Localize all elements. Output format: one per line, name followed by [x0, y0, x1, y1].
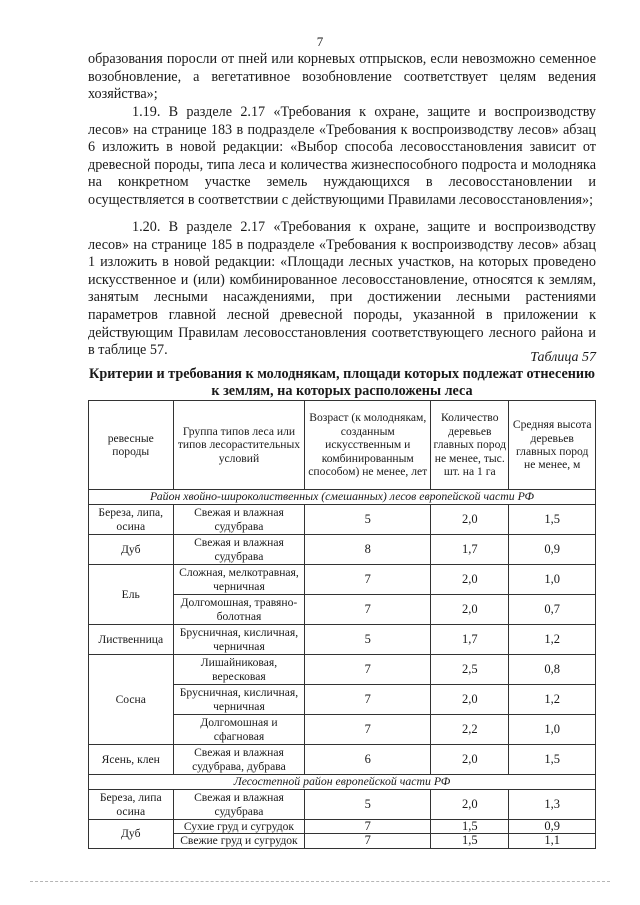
species-cell: Дуб	[89, 535, 174, 565]
criteria-table	[88, 400, 596, 849]
paragraph-text: 1.19. В разделе 2.17 «Требования к охране, защите и воспроизводству лесов» на странице 183 в подразделе «Требования к воспроизводству лесов» абзац 6 изложить в новой редакции: «Выбор способа лесовосстановления зависит от древесной породы, типа леса и количества жизнеспособного подроста и молодняка на конкретном участке земель нуждающихся в лесовосстановлении и осуществляется в соответствии с действующими Правилами лесовосстановления»;	[88, 104, 596, 208]
height-cell: 0,9	[509, 535, 596, 565]
age-cell: 7	[305, 715, 431, 745]
region-label: Район хвойно-широколиственных (смешанных) лесов европейской части РФ	[89, 490, 596, 505]
header-species: ревесные породы	[89, 401, 174, 490]
group-cell: Свежая и влажная судубрава	[173, 535, 305, 565]
age-cell: 5	[305, 505, 431, 535]
count-cell: 2,0	[431, 745, 509, 775]
age-cell: 5	[305, 625, 431, 655]
species-cell: Ясень, клен	[89, 745, 174, 775]
header-height: Средняя высота деревьев главных пород не менее, м	[509, 401, 596, 490]
height-cell: 1,1	[509, 834, 596, 848]
table-row	[89, 565, 596, 595]
count-cell: 2,0	[431, 595, 509, 625]
height-cell: 1,3	[509, 790, 596, 820]
species-cell: Береза, липа, осина	[89, 505, 174, 535]
group-cell: Сложная, мелкотравная, черничная	[173, 565, 305, 595]
group-cell: Свежая и влажная судубрава	[173, 505, 305, 535]
height-cell: 1,0	[509, 565, 596, 595]
height-cell: 0,8	[509, 655, 596, 685]
species-cell: Сосна	[89, 655, 174, 745]
age-cell: 5	[305, 790, 431, 820]
count-cell: 1,7	[431, 625, 509, 655]
region-row	[89, 490, 596, 505]
species-cell: Береза, липа осина	[89, 790, 174, 820]
age-cell: 6	[305, 745, 431, 775]
table-row	[89, 820, 596, 834]
table-row	[89, 505, 596, 535]
header-group: Группа типов леса или типов лесорастительных условий	[173, 401, 305, 490]
region-label: Лесостепной район европейской части РФ	[89, 775, 596, 790]
group-cell: Свежие груд и сугрудок	[173, 834, 305, 848]
paragraph-1-20	[88, 219, 596, 360]
count-cell: 1,7	[431, 535, 509, 565]
species-cell: Ель	[89, 565, 174, 625]
count-cell: 2,0	[431, 685, 509, 715]
table-row	[89, 745, 596, 775]
table-row	[89, 790, 596, 820]
age-cell: 8	[305, 535, 431, 565]
count-cell: 2,0	[431, 790, 509, 820]
footer-divider	[30, 881, 610, 882]
age-cell: 7	[305, 834, 431, 848]
height-cell: 0,9	[509, 820, 596, 834]
page-number: 7	[316, 34, 324, 49]
age-cell: 7	[305, 685, 431, 715]
group-cell: Брусничная, кисличная, черничная	[173, 685, 305, 715]
height-cell: 1,2	[509, 625, 596, 655]
age-cell: 7	[305, 595, 431, 625]
group-cell: Брусничная, кисличная, черничная	[173, 625, 305, 655]
count-cell: 2,0	[431, 565, 509, 595]
group-cell: Долгомошная, травяно-болотная	[173, 595, 305, 625]
height-cell: 0,7	[509, 595, 596, 625]
count-cell: 2,2	[431, 715, 509, 745]
height-cell: 1,2	[509, 685, 596, 715]
header-age: Возраст (к молоднякам, созданным искусственным и комбинированным способом) не менее, лет	[305, 401, 431, 490]
group-cell: Сухие груд и сугрудок	[173, 820, 305, 834]
count-cell: 2,5	[431, 655, 509, 685]
table-caption: Таблица 57	[530, 350, 596, 365]
region-row	[89, 775, 596, 790]
group-cell: Долгомошная и сфагновая	[173, 715, 305, 745]
height-cell: 1,5	[509, 745, 596, 775]
group-cell: Свежая и влажная судубрава	[173, 790, 305, 820]
height-cell: 1,0	[509, 715, 596, 745]
species-cell: Лиственница	[89, 625, 174, 655]
paragraph-text: 1.20. В разделе 2.17 «Требования к охране, защите и воспроизводству лесов» на странице 185 в подразделе «Требования к воспроизводству лесов» абзац 1 изложить в новой редакции: «Площади лесных участков, на которых проведено искусственное и (или) комбинированное лесовосстановление, относятся к землям, занятым лесными насаждениями, при достижении лесными растениями параметров главной лесной древесной породы, указанной в приложении к действующим Правилам лесовосстановления соответствующего лесного района и в таблице 57.	[88, 219, 596, 359]
table-row	[89, 535, 596, 565]
group-cell: Свежая и влажная судубрава, дубрава	[173, 745, 305, 775]
count-cell: 2,0	[431, 505, 509, 535]
table-row	[89, 625, 596, 655]
paragraph-continuation	[88, 51, 596, 104]
height-cell: 1,5	[509, 505, 596, 535]
count-cell: 1,5	[431, 820, 509, 834]
age-cell: 7	[305, 565, 431, 595]
paragraph-1-19	[88, 104, 596, 210]
group-cell: Лишайниковая, вересковая	[173, 655, 305, 685]
table-row	[89, 655, 596, 685]
table-header-row	[89, 401, 596, 490]
table-title: Критерии и требования к молоднякам, площади которых подлежат отнесению к землям, на которых расположены леса	[89, 366, 595, 399]
species-cell: Дуб	[89, 820, 174, 849]
paragraph-text: образования поросли от пней или корневых отпрысков, если невозможно семенное возобновление, а вегетативное возобновление соответствует целям ведения хозяйства»;	[88, 51, 596, 103]
header-count: Количество деревьев главных пород не менее, тыс. шт. на 1 га	[431, 401, 509, 490]
age-cell: 7	[305, 655, 431, 685]
age-cell: 7	[305, 820, 431, 834]
count-cell: 1,5	[431, 834, 509, 848]
